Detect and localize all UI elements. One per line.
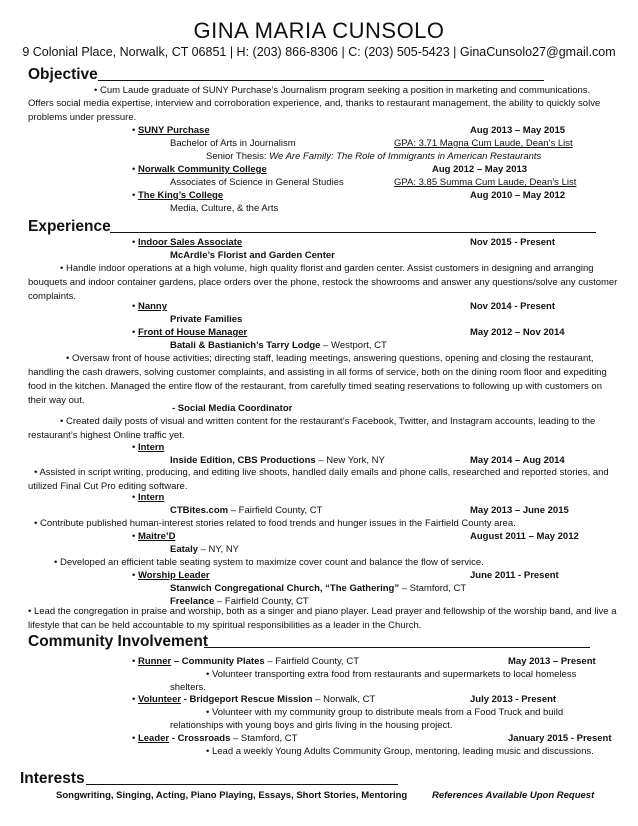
education-degree-3: Media, Culture, & the Arts [170,203,279,214]
job-desc-1: • Handle indoor operations at a high volume, high quality florist and garden center. Assist customers in designing and arranging bouquets and indoor container gardens, place orders over the phone, restock the showrooms and answer any questions/solve any customer complaints. [28,263,618,302]
community-dates-1: May 2013 – Present [508,656,596,667]
job-title-1: • Indoor Sales Associate [132,237,243,248]
education-dates-1: Aug 2013 – May 2015 [470,125,566,136]
community-desc-2: • Volunteer with my community group to distribute meals from a Food Truck and build [206,707,564,718]
objective-text-rest: Offers social media expertise, interview and corroboration experience, and, thanks to restaurant management, the ability to quickly solve problems under pressure. [28,98,601,123]
community-dates-2: July 2013 - Present [470,694,557,705]
community-desc-3: • Lead a weekly Young Adults Community Group, mentoring, leading music and discussions. [206,746,594,757]
job-employer-4: Inside Edition, CBS Productions – New York, NY [170,455,385,466]
job-title-6: • Maitre’D [132,531,176,542]
job-subtitle-social: - Social Media Coordinator [172,403,293,414]
job-employer-7b: Freelance – Fairfield County, CT [170,596,309,607]
community-dates-3: January 2015 - Present [508,733,612,744]
community-role-2: • Volunteer - Bridgeport Rescue Mission – Norwalk, CT [132,694,376,705]
job-dates-7: June 2011 - Present [470,570,559,581]
job-desc-social: • Created daily posts of visual and written content for the restaurant’s Facebook, Twitter, and Instagram accounts, leading to the restaurant’s highest Online traffic yet. [28,416,596,441]
education-dates-2: Aug 2012 – May 2013 [432,164,528,175]
community-desc-2-cont: relationships with young boys and girls living in the housing project. [170,720,453,731]
interests-list: Songwriting, Singing, Acting, Piano Playing, Essays, Short Stories, Mentoring [56,790,408,801]
job-title-4: • Intern [132,442,165,453]
job-dates-1: Nov 2015 - Present [470,237,556,248]
education-dates-3: Aug 2010 – May 2012 [470,190,566,201]
education-school-3: • The King’s College [132,190,224,201]
job-title-5: • Intern [132,492,165,503]
job-desc-7: • Lead the congregation in praise and worship, both as a singer and piano player. Lead prayer and fellowship of the worship band, and live a lifestyle that can be held accountable to my spiritual responsibilities as a leader in the Church. [28,606,617,631]
job-employer-2: Private Families [170,314,243,325]
job-dates-5: May 2013 – June 2015 [470,505,569,516]
objective-heading: Objective [28,66,98,83]
community-desc-1-cont: shelters. [170,682,206,693]
community-role-1: • Runner – Community Plates – Fairfield County, CT [132,656,359,667]
job-dates-2: Nov 2014 - Present [470,301,556,312]
community-role-3: • Leader - Crossroads – Stamford, CT [132,733,298,744]
job-employer-6: Eataly – NY, NY [170,544,240,555]
job-employer-7: Stanwich Congregational Church, “The Gathering” – Stamford, CT [170,583,467,594]
references-note: References Available Upon Request [432,790,595,801]
education-gpa-2: GPA: 3.85 Summa Cum Laude, Dean’s List [394,177,577,188]
objective-text-first: • Cum Laude graduate of SUNY Purchase’s Journalism program seeking a position in marketing and communications. [94,85,591,96]
education-school-1: • SUNY Purchase [132,125,210,136]
job-dates-4: May 2014 – Aug 2014 [470,455,565,466]
contact-line: 9 Colonial Place, Norwalk, CT 06851 | H: (203) 866-8306 | C: (203) 505-5423 | GinaCunsolo27@gmail.com [22,45,616,59]
experience-rule [110,232,596,233]
job-employer-1: McArdle’s Florist and Garden Center [170,250,335,261]
education-school-2: • Norwalk Community College [132,164,267,175]
job-title-3: • Front of House Manager [132,327,248,338]
job-dates-6: August 2011 – May 2012 [470,531,579,542]
education-degree-2: Associates of Science in General Studies [170,177,344,188]
job-dates-3: May 2012 – Nov 2014 [470,327,565,338]
job-desc-5: • Contribute published human-interest stories related to food trends and hunger issues in the Fairfield County area. [34,518,516,529]
job-desc-6: • Developed an efficient table seating system to maximize cover count and balance the flow of service. [54,557,484,568]
interests-heading: Interests [20,770,85,787]
community-desc-1: • Volunteer transporting extra food from restaurants and supermarkets to local homeless [206,669,577,680]
interests-rule [86,784,398,785]
job-employer-3: Batali & Bastianich’s Tarry Lodge – Westport, CT [170,340,387,351]
objective-rule [98,80,544,81]
education-degree-1: Bachelor of Arts in Journalism [170,138,296,149]
job-title-2: • Nanny [132,301,168,312]
job-desc-3: • Oversaw front of house activities; directing staff, leading meetings, answering questions, opening and closing the restaurant, handling the cash drawers, solving customer complaints, and assisting in all forms of service, both on the dining room floor and expediting food in the kitchen. Managed the entire flow of the restaurant, from carefully timed seating reservations to following up with customers on their way out. [28,353,607,406]
experience-heading: Experience [28,218,111,235]
community-heading: Community Involvement [28,633,208,650]
job-title-7: • Worship Leader [132,570,210,581]
job-desc-4: • Assisted in script writing, producing, and editing live shoots, handled daily emails and phone calls, researched and reported stories, and utilized Final Cut Pro editing software. [28,467,609,492]
resume-name: GINA MARIA CUNSOLO [193,18,445,43]
community-rule [204,647,590,648]
education-thesis: Senior Thesis: We Are Family: The Role of Immigrants in American Restaurants [206,151,542,162]
education-gpa-1: GPA: 3.71 Magna Cum Laude, Dean’s List [394,138,573,149]
job-employer-5: CTBites.com – Fairfield County, CT [170,505,323,516]
